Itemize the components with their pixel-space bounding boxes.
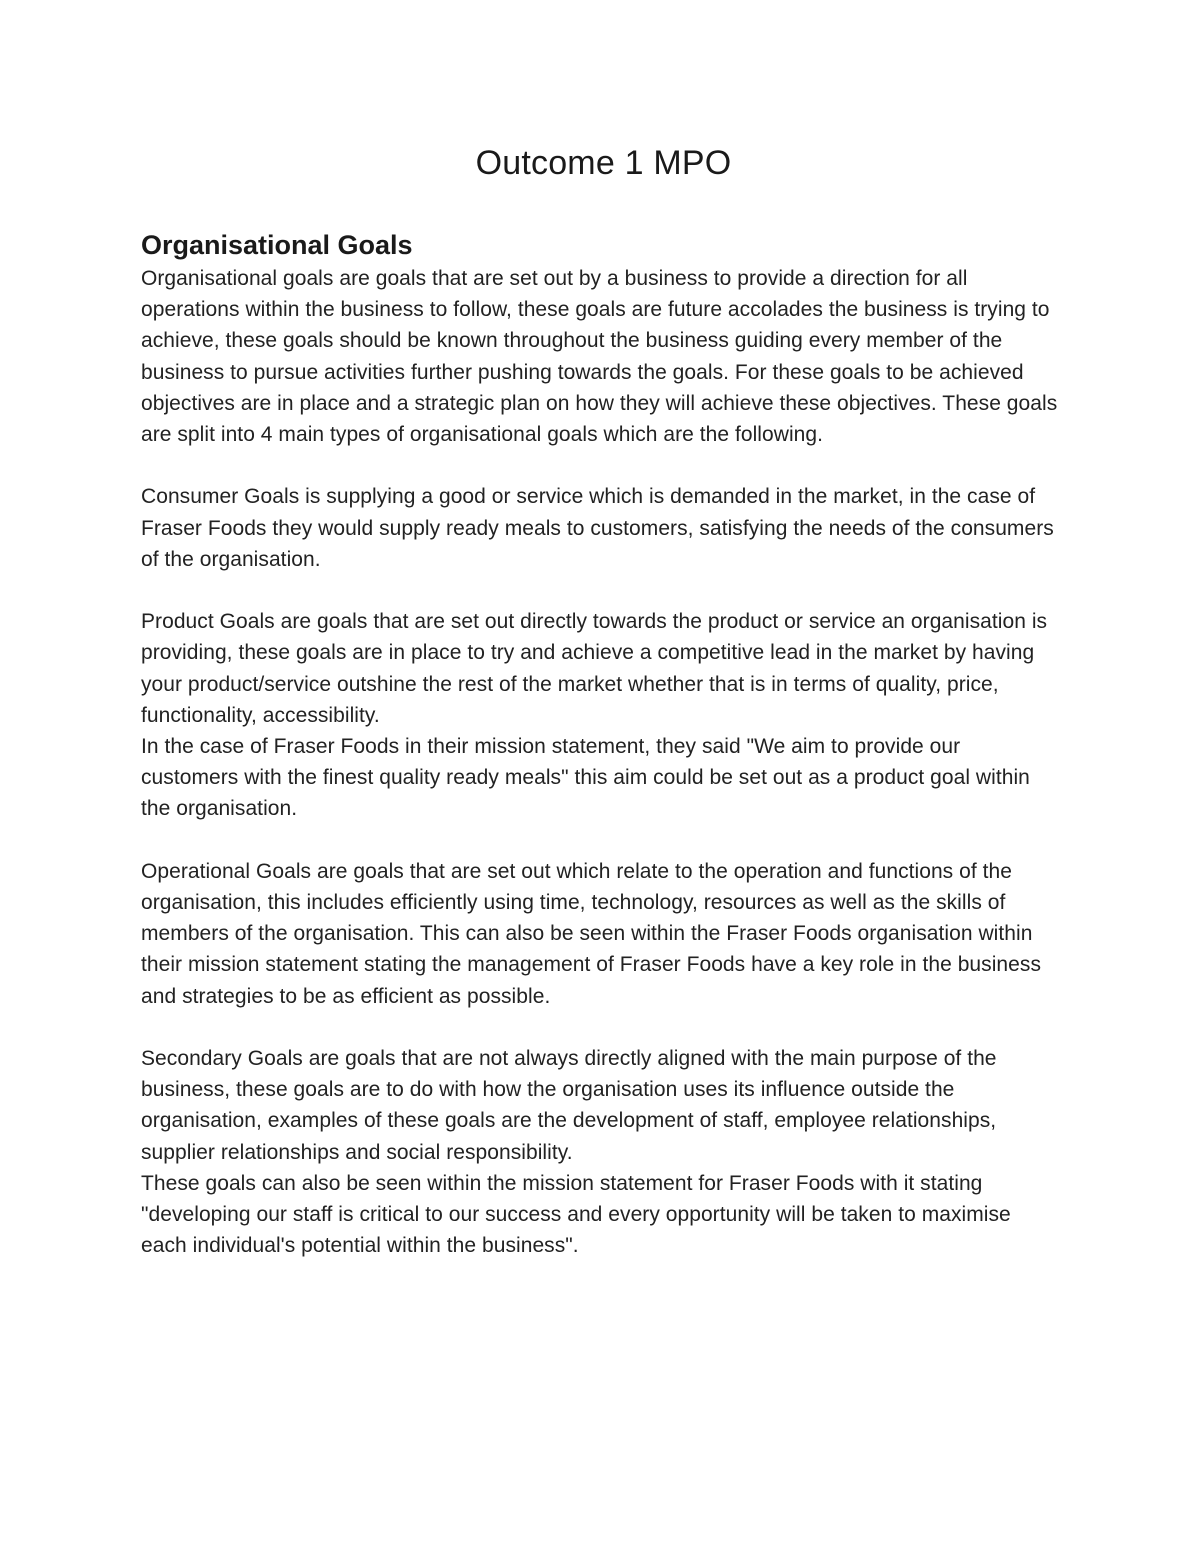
paragraph-gap bbox=[141, 825, 1062, 856]
paragraph-product-goals: Product Goals are goals that are set out directly towards the product or service an organisation is providing, these goals are in place to try and achieve a competitive lead in the market by having your product/service outshine the rest of the market whether that is in terms of quality, price, functionality, accessibility. bbox=[141, 610, 1048, 727]
paragraph-operational-goals: Operational Goals are goals that are set out which relate to the operation and functions of the organisation, this includes efficiently using time, technology, resources as well as the skills of members of the organisation. This can also be seen within the Fraser Foods organisation within their mission statement stating the management of Fraser Foods have a key role in the business and strategies to be as efficient as possible. bbox=[141, 859, 1041, 1008]
paragraph-gap bbox=[141, 575, 1062, 606]
paragraph-gap bbox=[141, 450, 1062, 481]
paragraph-consumer-goals: Consumer Goals is supplying a good or service which is demanded in the market, in the case of Fraser Foods they would supply ready meals to customers, satisfying the needs of the consumers of the organisation. bbox=[141, 485, 1054, 571]
paragraph-product-goals-example: In the case of Fraser Foods in their mission statement, they said "We aim to provide our customers with the finest quality ready meals" this aim could be set out as a product goal within the organisation. bbox=[141, 735, 1030, 821]
paragraph-secondary-goals: Secondary Goals are goals that are not always directly aligned with the main purpose of the business, these goals are to do with how the organisation uses its influence outside the organisation, examples of these goals are the development of staff, employee relationships, supplier relationships and social responsibility. bbox=[141, 1047, 997, 1164]
paragraph-secondary-goals-example: These goals can also be seen within the mission statement for Fraser Foods with it stating "developing our staff is critical to our success and every opportunity will be taken to maximise each individual's potential within the business". bbox=[141, 1171, 1011, 1258]
section-heading: Organisational Goals bbox=[141, 230, 413, 260]
paragraph-gap bbox=[141, 1012, 1062, 1043]
paragraph-intro: Organisational goals are goals that are set out by a business to provide a direction for all operations within the business to follow, these goals are future accolades the business is trying to achieve, these goals should be known throughout the business guiding every member of the business to pursue activities further pushing towards the goals. For these goals to be achieved objectives are in place and a strategic plan on how they will achieve these objectives. These goals are split into 4 main types of organisational goals which are the following. bbox=[141, 267, 1058, 447]
document-title: Outcome 1 MPO bbox=[475, 144, 732, 182]
